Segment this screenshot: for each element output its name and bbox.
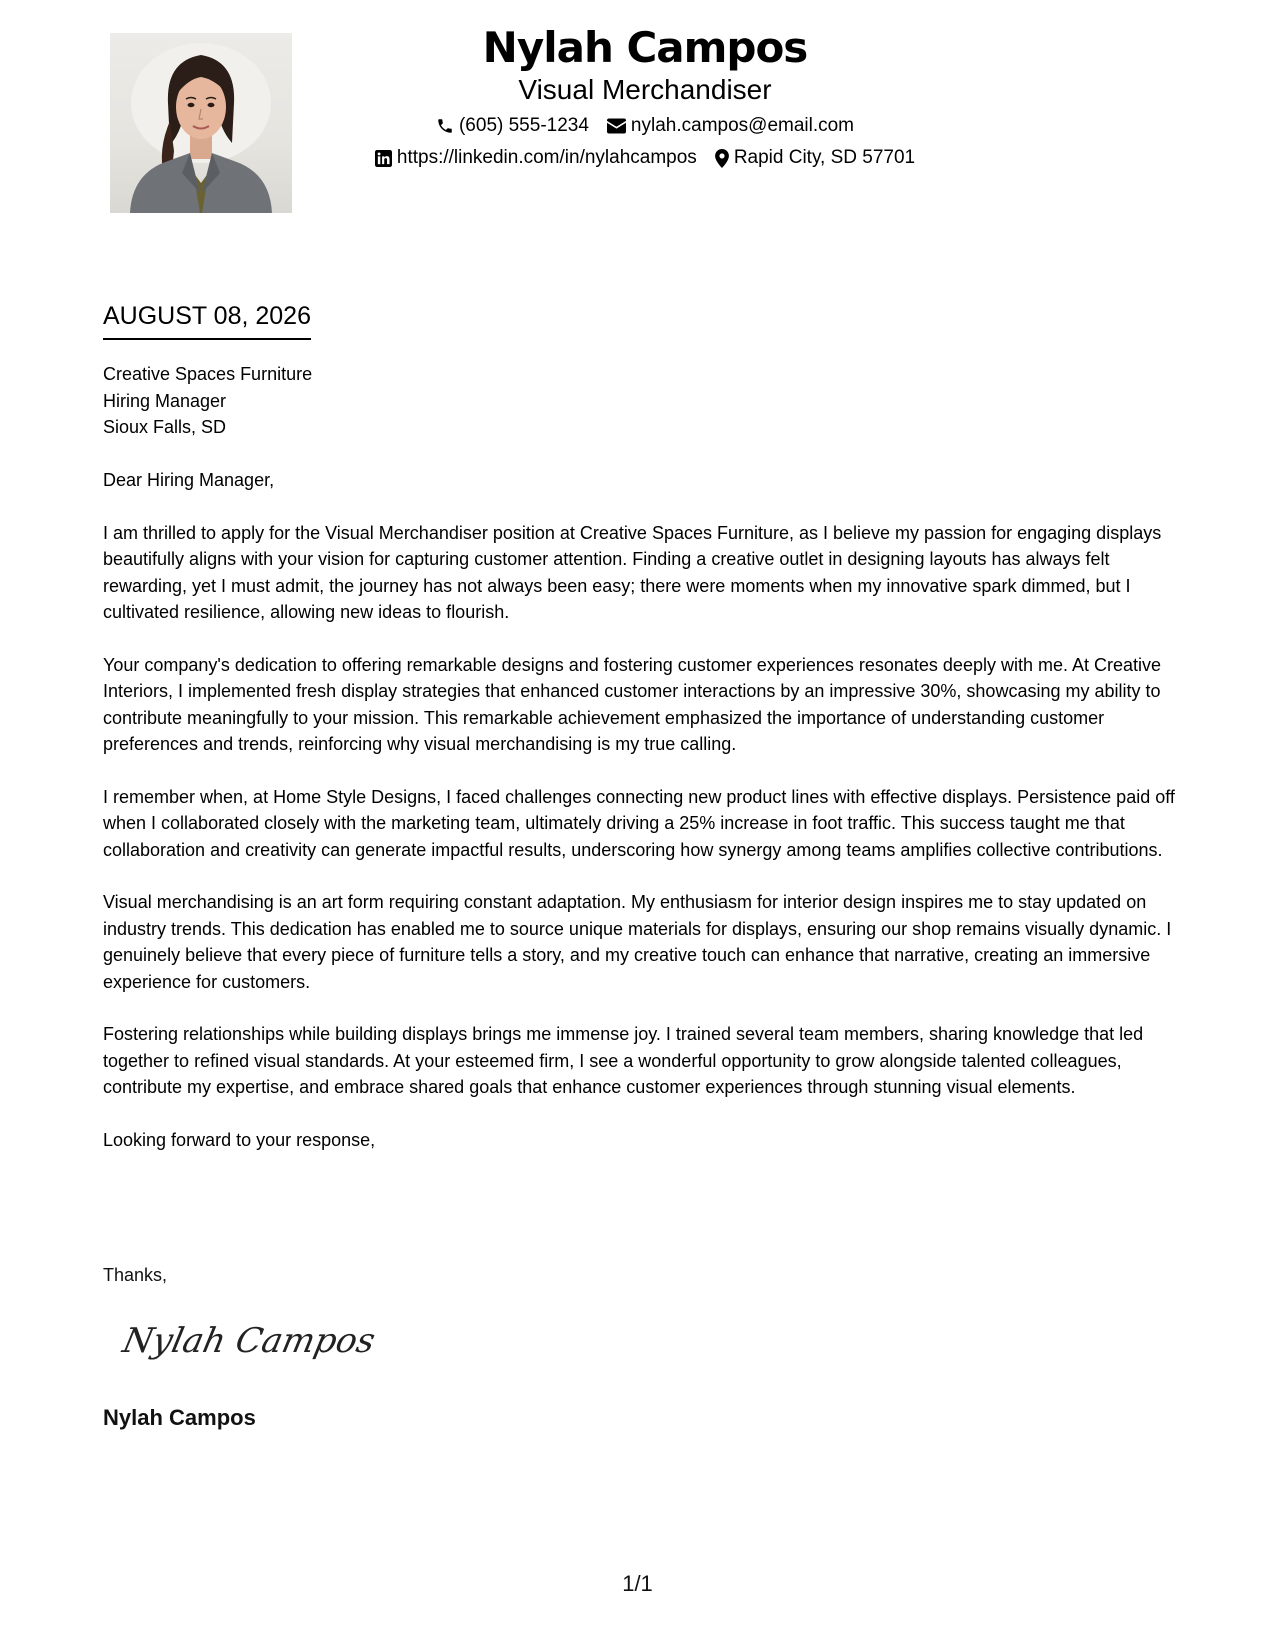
applicant-name: Nylah Campos — [482, 23, 808, 72]
contact-line-1 — [300, 114, 990, 138]
closing-line: Looking forward to your response, — [103, 1129, 376, 1150]
profile-photo — [110, 33, 292, 213]
phone-text: (605) 555-1234 — [458, 115, 589, 136]
signer-name: Nylah Campos — [103, 1405, 256, 1430]
body-paragraph: I am thrilled to apply for the Visual Merchandiser position at Creative Spaces Furniture, as I believe my passion for engaging displays beautifully aligns with your vision for capturing customer attention. Finding a creative outlet in designing layouts has always felt rewarding, yet I must admit, the journey has not always been easy; there were moments when my innovative spark dimmed, but I cultivated resilience, allowing new ideas to flourish. — [103, 522, 1162, 622]
salutation: Dear Hiring Manager, — [103, 470, 275, 490]
signature-image — [118, 1310, 379, 1375]
header — [300, 20, 990, 170]
recipient-location: Sioux Falls, SD — [103, 417, 227, 437]
email-item[interactable] — [607, 114, 854, 138]
envelope-icon — [607, 118, 626, 134]
email-text: nylah.campos@email.com — [630, 115, 855, 136]
recipient-title: Hiring Manager — [103, 390, 227, 411]
signature-text: Nylah Campos — [119, 1321, 379, 1361]
body-paragraph: Visual merchandising is an art form requiring constant adaptation. My enthusiasm for interior design inspires me to stay updated on industry trends. This dedication has enabled me to source unique materials for displays, ensuring our shop remains visually dynamic. I genuinely believe that every piece of furniture tells a story, and my creative touch can enhance that narrative, creating an immersive experience for customers. — [103, 892, 1172, 992]
linkedin-item[interactable] — [375, 146, 697, 170]
linkedin-icon — [375, 150, 392, 167]
page-number: 1/1 — [622, 1571, 653, 1596]
phone-item[interactable] — [436, 114, 589, 138]
body-paragraph: I remember when, at Home Style Designs, I faced challenges connecting new product lines with effective displays. Persistence paid off when I collaborated closely with the marketing team, ultimately driving a 25% increase in foot traffic. This success taught me that collaboration and creativity can generate impactful results, underscoring how synergy among teams amplifies collective contributions. — [103, 786, 1175, 860]
contact-line-2 — [300, 146, 990, 170]
linkedin-text: https://linkedin.com/in/nylahcampos — [396, 147, 697, 168]
location-text: Rapid City, SD 57701 — [733, 147, 916, 168]
recipient-company: Creative Spaces Furniture — [103, 364, 313, 384]
closing: Thanks, — [103, 1265, 168, 1285]
phone-icon — [436, 117, 454, 135]
body-paragraph: Your company's dedication to offering remarkable designs and fostering customer experiences resonates deeply with me. At Creative Interiors, I implemented fresh display strategies that enhanced customer interactions by an impressive 30%, showcasing my ability to contribute meaningfully to your mission. This remarkable achievement emphasized the importance of understanding customer preferences and trends, reinforcing why visual merchandising is my true calling. — [103, 654, 1162, 754]
body-paragraph: Fostering relationships while building displays brings me immense joy. I trained several team members, sharing knowledge that led together to refined visual standards. At your esteemed firm, I see a wonderful opportunity to grow alongside talented colleagues, contribute my expertise, and embrace shared goals that enhance customer experiences through stunning visual elements. — [103, 1024, 1144, 1097]
recipient-block — [103, 361, 312, 441]
letter-date: AUGUST 08, 2026 — [103, 300, 311, 340]
location-item — [715, 146, 915, 170]
job-title: Visual Merchandiser — [518, 74, 772, 105]
map-marker-icon — [715, 149, 729, 168]
letter-body — [103, 467, 1175, 1179]
